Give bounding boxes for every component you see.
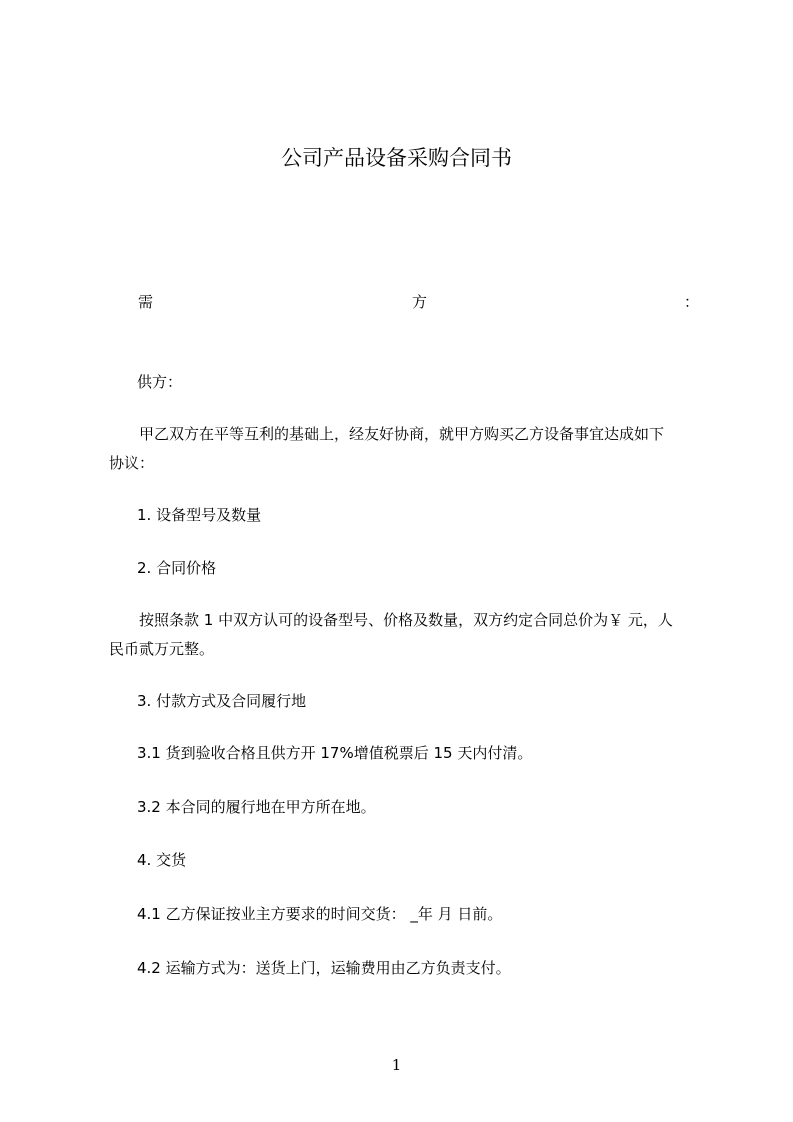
section-4-heading: 4. 交货 [137, 851, 187, 869]
section-3-1-text: 3.1 货到验收合格且供方开 17%增值税票后 15 天内付清。 [137, 744, 533, 762]
section-4-1-text: 4.1 乙方保证按业主方要求的时间交货： _年 月 日前。 [137, 905, 503, 923]
intro-line-2: 协议： [109, 454, 155, 472]
supplier-label: 供方： [137, 373, 183, 391]
section-3-2-text: 3.2 本合同的履行地在甲方所在地。 [137, 798, 376, 816]
intro-line-1: 甲乙双方在平等互利的基础上，经友好协商，就甲方购买乙方设备事宜达成如下 [139, 425, 665, 443]
section-3-heading: 3. 付款方式及合同履行地 [137, 692, 307, 710]
demand-label-colon: ： [684, 293, 700, 311]
demand-party-line [138, 292, 700, 312]
section-2-heading: 2. 合同价格 [137, 559, 217, 577]
section-4-2-text: 4.2 运输方式为：送货上门，运输费用由乙方负责支付。 [137, 959, 511, 977]
section-1-heading: 1. 设备型号及数量 [137, 506, 262, 524]
page-number: 1 [391, 1056, 402, 1074]
document-title: 公司产品设备采购合同书 [281, 146, 512, 170]
section-2-text-line-2: 民币贰万元整。 [109, 640, 215, 658]
demand-label-char-1: 需 [138, 293, 154, 311]
demand-label-char-2: 方 [412, 293, 428, 311]
section-2-text-line-1: 按照条款 1 中双方认可的设备型号、价格及数量，双方约定合同总价为￥ 元，人 [139, 611, 673, 629]
